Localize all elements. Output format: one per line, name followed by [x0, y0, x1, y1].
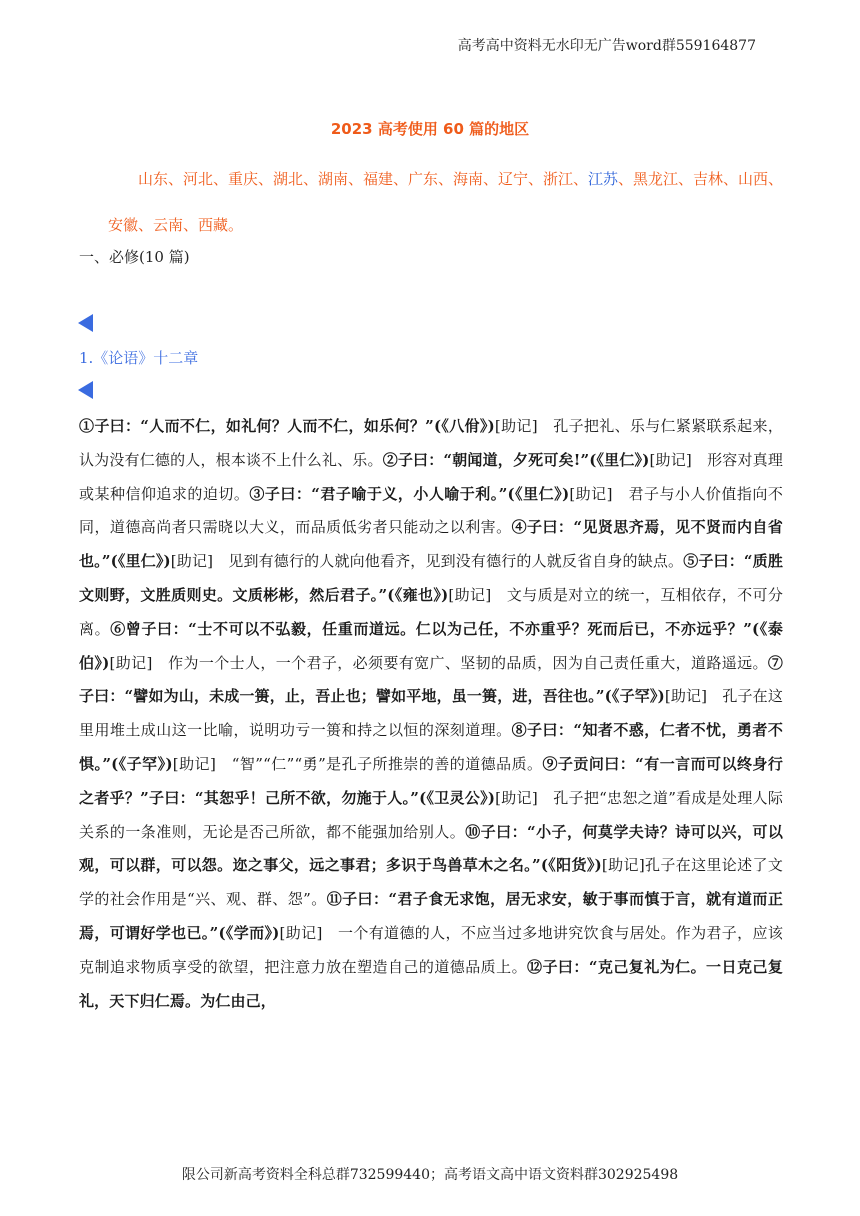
note-segment: [助记] 见到有德行的人就向他看齐，见到没有德行的人就反省自身的缺点。: [170, 552, 684, 571]
quote-segment: ⑨子贡问曰：“有一言而可以终身行之者乎？”子曰：“其恕乎！己所不欲，勿施于人。”(《卫灵公》): [79, 754, 784, 807]
footer-note: 限公司新高考资料全科总群732599440；高考语文高中语文资料群302925498: [181, 1167, 679, 1183]
regions-part2: 、黑龙江、吉林、山西、安徽、云南、西藏。: [108, 170, 784, 234]
quote-segment: (《八佾》): [433, 417, 495, 435]
header-note: 高考高中资料无水印无广告word群559164877: [457, 38, 756, 54]
note-segment: [助记] 孔子在这里用堆土成山这一比喻，说明功亏一篑和持之以恒的深刻道理。: [79, 687, 783, 740]
section-heading: 一、必修(10 篇): [79, 248, 190, 266]
note-segment: [助记] 形容对真理或某种信仰追求的迫切。: [79, 450, 783, 503]
note-segment: [助记] 文与质是对立的统一，互相依存，不可分离。: [79, 585, 784, 638]
note-segment: [助记] 作为一个士人，一个君子，必须要有宽广、坚韧的品质，因为自己责任重大，道路遥远。: [109, 653, 768, 672]
page-title: 2023 高考使用 60 篇的地区: [330, 120, 530, 138]
quote-segment: ③子曰：“君子喻于义，小人喻于利。”(《里仁》): [249, 484, 570, 503]
back-arrow-icon[interactable]: [78, 314, 93, 332]
quote-segment: ⑫子曰：“克己复礼为仁。一日克己复礼，天下归仁焉。为仁由己，: [79, 957, 783, 1010]
regions-list: [108, 156, 788, 248]
note-segment: [助记] 君子与小人价值指向不同，道德高尚者只需晓以大义，而品质低劣者只能动之以利害。: [79, 484, 783, 537]
quote-segment: ②子曰：“朝闻道，夕死可矣!”(《里仁》): [382, 450, 650, 469]
quote-segment: ⑤子曰：“质胜文则野，文胜质则史。文质彬彬，然后君子。”(《雍也》): [79, 552, 783, 604]
note-segment: [助记] “智”“仁”“勇”是孔子所推崇的善的道德品质。: [172, 754, 543, 773]
chapter-heading[interactable]: 1.《论语》十二章: [79, 349, 199, 367]
quote-segment: ①子曰：“人而不仁，如礼何？人而不仁，如乐何？”: [79, 417, 434, 435]
note-segment: [助记] 一个有道德的人，不应当过多地讲究饮食与居处。作为君子，应该克制追求物质享受的欲望，把注意力放在塑造自己的道德品质上。: [79, 923, 783, 976]
body-text: [79, 410, 783, 1018]
note-segment: [助记] 孔子把“忠恕之道”看成是处理人际关系的一条准则，无论是否己所欲，都不能强加给别人。: [79, 788, 783, 841]
quote-segment: ⑦子曰：“譬如为山，未成一篑，止，吾止也；譬如平地，虽一篑，进，吾往也。”(《子罕》): [79, 653, 783, 706]
quote-segment: ⑩子曰：“小子，何莫学夫诗？诗可以兴，可以观，可以群，可以怨。迩之事父，远之事君；多识于鸟兽草木之名。”(《阳货》): [79, 822, 783, 875]
quote-segment: ④子曰：“见贤思齐焉，见不贤而内自省也。”(《里仁》): [79, 518, 783, 571]
note-segment: [助记]孔子在这里论述了文学的社会作用是“兴、观、群、怨”。: [79, 856, 783, 909]
regions-part1: 山东、河北、重庆、湖北、湖南、福建、广东、海南、辽宁、浙江、: [138, 170, 589, 188]
quote-segment: ⑥曾子曰：“士不可以不弘毅，任重而道远。仁以为己任，不亦重乎？死而后已，不亦远乎？”(《泰伯》): [79, 619, 783, 672]
quote-segment: ⑪子曰：“君子食无求饱，居无求安，敏于事而慎于言，就有道而正焉，可谓好学也已。”(《学而》): [79, 890, 783, 942]
back-arrow-icon[interactable]: [78, 381, 93, 399]
regions-link-jiangsu[interactable]: 江苏: [588, 170, 619, 188]
note-segment: [助记] 孔子把礼、乐与仁紧紧联系起来，认为没有仁德的人，根本谈不上什么礼、乐。: [79, 417, 783, 469]
quote-segment: ⑧子曰：“知者不惑，仁者不忧，勇者不惧。”(《子罕》): [79, 721, 783, 773]
